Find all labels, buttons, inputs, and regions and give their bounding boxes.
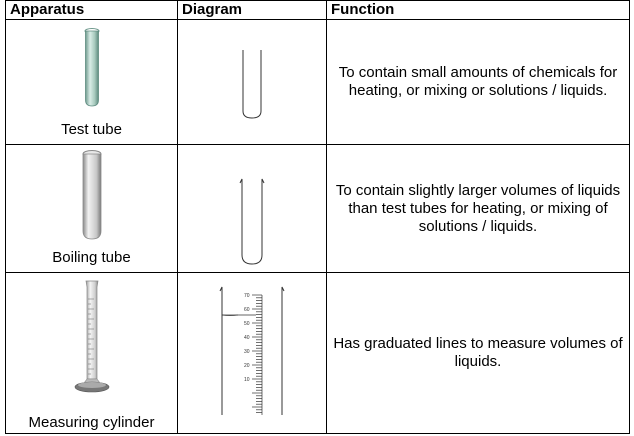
table-row — [6, 20, 630, 145]
scale-label-60: 60 — [244, 307, 250, 313]
function-cell: To contain slightly larger volumes of liquids than test tubes for heating, or mixing of solutions / liquids. — [327, 145, 630, 273]
scale-label-70: 70 — [244, 293, 250, 299]
function-cell: To contain small amounts of chemicals for heating, or mixing or solutions / liquids. — [327, 20, 630, 145]
function-cell: Has graduated lines to measure volumes of liquids. — [327, 273, 630, 434]
diagram-cell — [178, 20, 327, 145]
apparatus-name: Measuring cylinder — [28, 414, 155, 431]
measuring-cylinder-diagram — [216, 285, 288, 415]
apparatus-cell — [6, 145, 178, 273]
boiling-tube-diagram — [238, 177, 266, 267]
header-row — [6, 1, 630, 20]
diagram-cell — [178, 145, 327, 273]
apparatus-cell — [6, 20, 178, 145]
table-row — [6, 145, 630, 273]
header-function: Function — [327, 1, 630, 20]
apparatus-name: Boiling tube — [52, 249, 131, 266]
boiling-tube-photo — [77, 149, 107, 241]
apparatus-name: Test tube — [61, 121, 122, 138]
scale-label-40: 40 — [244, 335, 250, 341]
scale-label-50: 50 — [244, 321, 250, 327]
test-tube-diagram — [240, 48, 264, 120]
header-diagram: Diagram — [178, 1, 327, 20]
measuring-cylinder-photo — [72, 279, 112, 395]
test-tube-photo — [77, 28, 107, 108]
scale-label-30: 30 — [244, 349, 250, 355]
diagram-cell — [178, 273, 327, 434]
scale-labels — [244, 293, 250, 383]
header-apparatus: Apparatus — [6, 1, 178, 20]
scale-label-20: 20 — [244, 363, 250, 369]
scale-label-10: 10 — [244, 377, 250, 383]
table-row — [6, 273, 630, 434]
apparatus-cell — [6, 273, 178, 434]
apparatus-table — [5, 0, 630, 434]
